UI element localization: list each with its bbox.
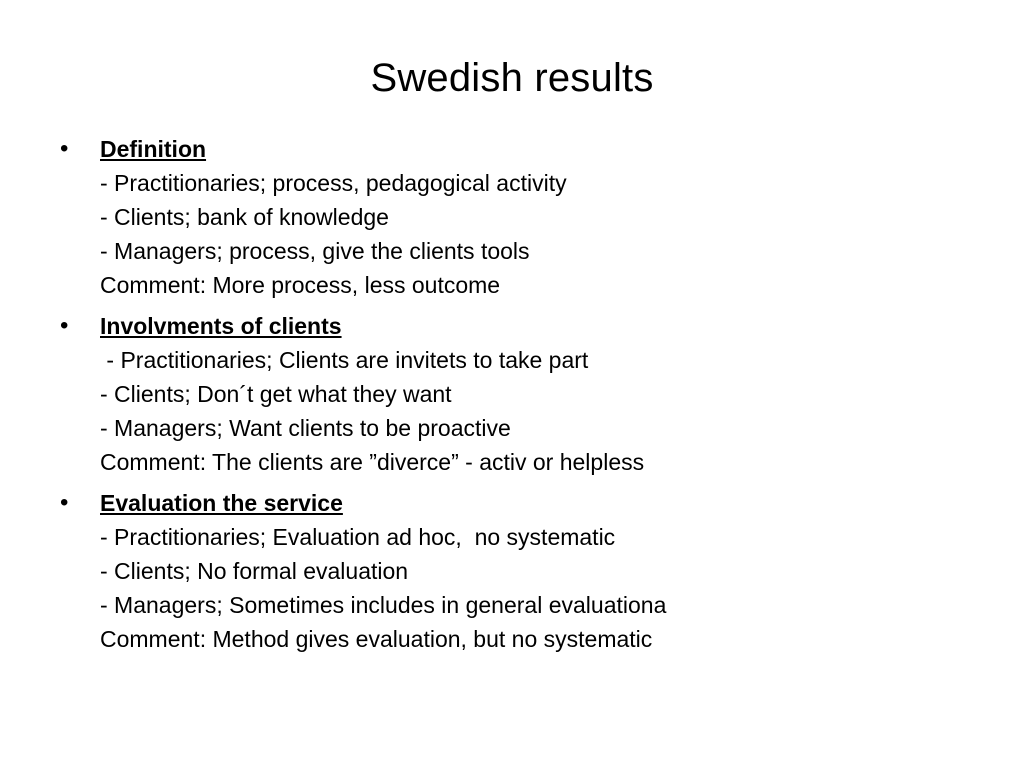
section-heading: Definition [100, 136, 207, 162]
bullet-icon: • [60, 135, 69, 162]
section-line: - Managers; Want clients to be proactive [100, 415, 511, 441]
section-involvments [60, 309, 980, 479]
section-line: - Managers; process, give the clients tools [100, 238, 530, 264]
section-heading: Involvments of clients [100, 313, 342, 339]
bullet-icon: • [60, 489, 69, 516]
section-comment: Comment: More process, less outcome [100, 272, 501, 298]
section-comment: Comment: Method gives evaluation, but no systematic [100, 626, 653, 652]
section-line: - Practitionaries; Clients are invitets to take part [100, 347, 589, 373]
section-evaluation [60, 486, 980, 656]
section-line: - Clients; No formal evaluation [100, 558, 409, 584]
section-line: - Practitionaries; process, pedagogical activity [100, 170, 567, 196]
bullet-icon: • [60, 312, 69, 339]
slide-title: Swedish results [370, 56, 654, 100]
bullet-list [60, 132, 980, 663]
section-line: - Clients; Don´t get what they want [100, 381, 452, 407]
section-line: - Managers; Sometimes includes in general evaluationa [100, 592, 667, 618]
section-line: - Clients; bank of knowledge [100, 204, 389, 230]
section-line: - Practitionaries; Evaluation ad hoc, no systematic [100, 524, 616, 550]
section-heading: Evaluation the service [100, 490, 343, 516]
section-definition [60, 132, 980, 302]
section-comment: Comment: The clients are ”diverce” - activ or helpless [100, 449, 645, 475]
